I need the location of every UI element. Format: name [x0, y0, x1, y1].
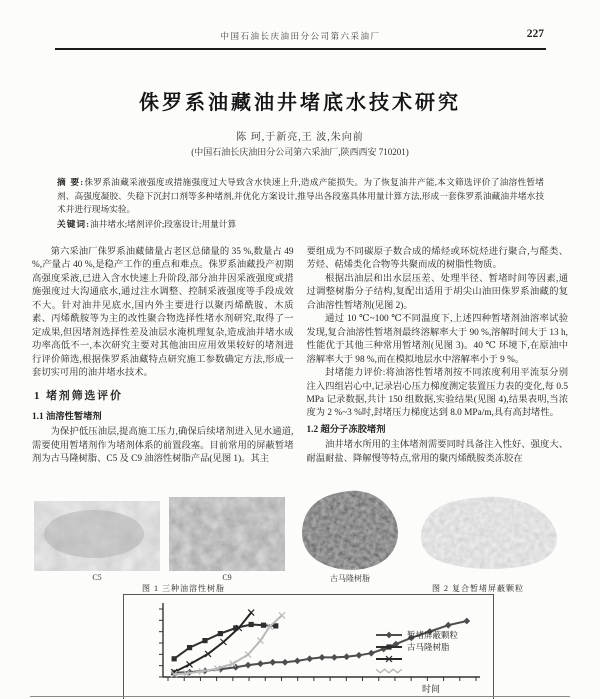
paragraph: 油井堵水所用的主体堵剂需要同时具备注入性好、强度大、耐温耐盐、降解慢等特点,常用的聚丙烯酰胺类冻胶在 — [306, 440, 568, 464]
bottom-figure-border — [30, 696, 570, 697]
abstract-block — [57, 176, 544, 231]
page-header — [55, 28, 546, 50]
authors-line: 陈 珂,于新亮,王 波,朱向前 — [236, 132, 364, 143]
body-columns — [32, 246, 568, 467]
figures-strip — [34, 489, 568, 593]
keywords-text: 油井堵水;堵剂评价;段塞设计;用量计算 — [89, 218, 237, 229]
paragraph: 要组成为不同碳原子数合成的烯烃或环烷烃进行聚合,与醛类、芳烃、萜烯类化合物等共聚而成的树脂性物质。 — [306, 247, 568, 271]
abstract-paragraph — [57, 176, 544, 217]
composite-particles-photo — [415, 493, 563, 571]
photo-label-c9: C9 — [222, 573, 232, 582]
figure2-caption: 图 2 复合暂堵屏蔽颗粒 — [432, 584, 524, 593]
photo-composite — [415, 493, 563, 583]
svg-text:时间: 时间 — [422, 684, 441, 694]
c9-resin-photo — [169, 497, 285, 571]
figure1-caption: 图 1 三种油溶性树脂 — [142, 584, 225, 593]
photo-coumarone — [294, 489, 406, 583]
abstract-label: 摘 要: — [57, 177, 85, 187]
photo-label-coumarone: 古马隆树脂 — [330, 574, 370, 583]
photo-c5 — [34, 501, 160, 583]
paper-title: 侏罗系油藏油井堵底水技术研究 — [139, 92, 461, 114]
keywords-label: 关键词: — [57, 218, 90, 229]
right-column — [307, 246, 569, 467]
paragraph: 第六采油厂侏罗系油藏储量占老区总储量的 35 %,数量占 49 %,产量占 40 %,是稳产工作的重点和难点。侏罗系油藏投产初期高强度采液,已进入含水快速上升阶段,部分油井因采液强度或措施强度过大沟通底水,通过注水调整、控制采液强度等手段成效不大。针对油井见底水,国内外主要进行以聚丙烯酰胺、木质素、丙烯酰胺等为主的改性聚合物选择性堵水剂研究,取得了一定成果,但因堵剂选择性差及油层水淹机理复杂,造成油井堵水成功率高低不一,本次研究主要对其他油田应用效果较好的堵剂进行评价筛选,根据侏罗系油藏特点研究施工参数确定方法,形成一套切实可用的油井堵水技术。 — [32, 247, 294, 379]
section-heading-1-1: 1.1 油溶性暂堵剂 — [32, 411, 102, 422]
svg-text:古马隆树脂: 古马隆树脂 — [407, 642, 450, 652]
figure3-chart — [123, 594, 494, 699]
paragraph: 为保护低压油层,提高施工压力,确保后续堵剂进入见水通道,需要使用暂堵剂作为堵剂体系的前置段塞。目前常用的屏蔽暂堵剂为古马隆树脂、C5 及 C9 油溶性树脂产品(见图 1)。其主 — [32, 427, 294, 465]
paragraph: 根据出油层和出水层压差、处理半径、暂堵时间等因素,通过调整树脂分子结构,复配出适用于胡尖山油田侏罗系油藏的复合油溶性暂堵剂(见图 2)。 — [306, 273, 568, 311]
section-heading-1: 1 堵剂筛选评价 — [34, 389, 123, 402]
photo-row — [34, 489, 568, 583]
paragraph: 封堵能力评价:将油溶性暂堵剂按不同浓度利用平流泵分别注入四组岩心中,记录岩心压力梯度测定装置压力表的变化,每 0.5 MPa 记录数据,共计 150 组数据,实验结果(见图 4),结果表明,当浓度为 2 %~3 %时,封堵压力梯度达到 8.0 MPa/m,具有高封堵性。 — [306, 368, 568, 419]
header-institution: 中国石油长庆油田分公司第六采油厂 — [220, 31, 381, 41]
photo-label-c5: C5 — [92, 573, 102, 582]
section-heading-1-2: 1.2 超分子冻胶堵剂 — [306, 424, 386, 435]
page-number: 227 — [526, 28, 544, 40]
solubility-time-chart — [124, 595, 491, 699]
c5-resin-photo — [34, 501, 160, 571]
coumarone-resin-photo — [294, 489, 406, 571]
paragraph: 通过 10 ℃~100 ℃不同温度下,上述四种暂堵剂油溶率试验发现,复合油溶性暂堵剂最终溶解率大于 90 %,溶解时间大于 13 h,性能优于其他三种常用暂堵剂(见图 3)。40 ℃ 环境下,在原油中溶解率大于 98 %,而在模拟地层水中溶解率小于 9 %。 — [306, 314, 568, 365]
left-column — [32, 246, 294, 467]
keywords-line — [57, 218, 544, 232]
abstract-text: 侏罗系油藏采液强度或措施强度过大导致含水快速上升,造成产能损失。为了恢复油井产能,本文筛选评价了油溶性暂堵剂、高强度凝胶、失稳下沉封口剂等多种堵剂,并优化方案设计,推导出各段塞具体用量计算方法,形成一套侏罗系油藏油井堵水技术并进行现场实验。 — [57, 177, 544, 215]
affiliation-line: (中国石油长庆油田分公司第六采油厂,陕西西安 710201) — [191, 147, 409, 157]
svg-text:暂堵屏蔽颗粒: 暂堵屏蔽颗粒 — [407, 630, 459, 640]
photo-c9 — [169, 497, 285, 583]
